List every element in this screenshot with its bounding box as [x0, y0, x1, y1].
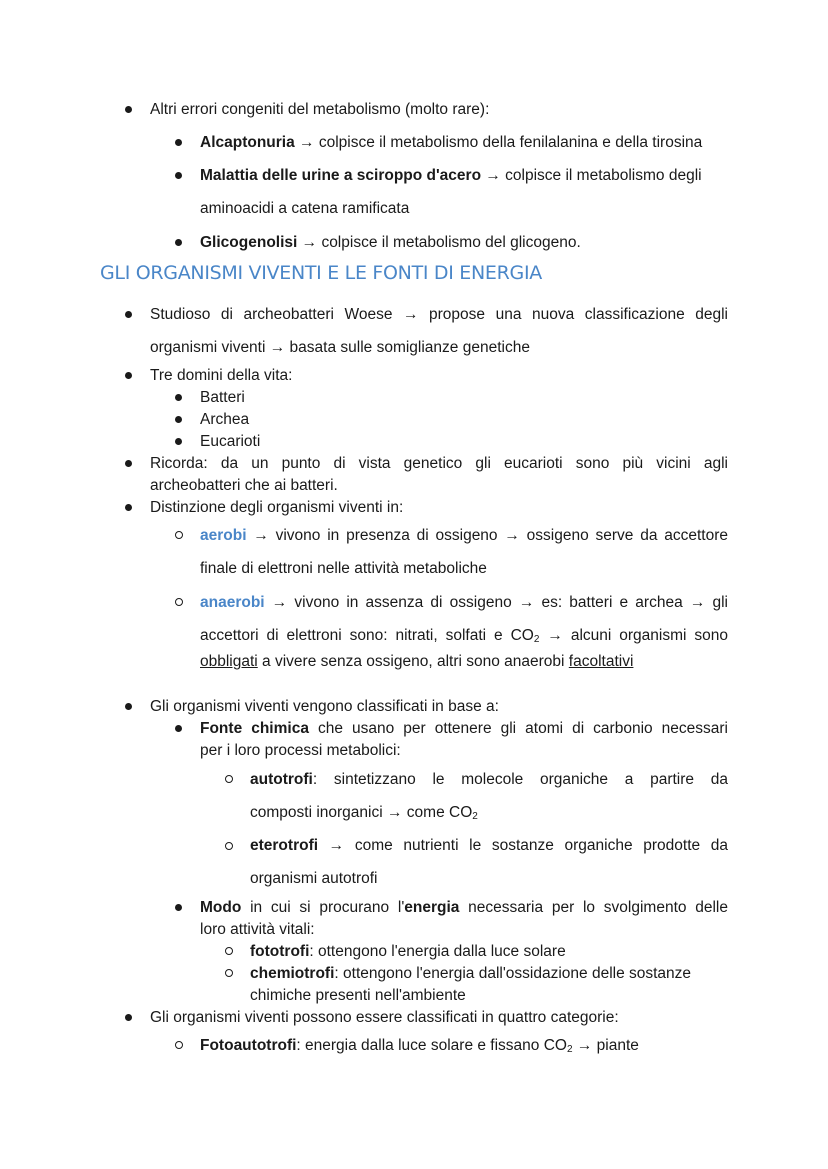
circle-bullet: [175, 598, 183, 606]
autotrofi-desc: : sintetizzano le molecole organiche a partire da: [312, 771, 728, 788]
aerobi-line-2: finale di elettroni nelle attività metaboliche: [200, 560, 487, 577]
chemiotrofi-line-2: chimiche presenti nell'ambiente: [250, 987, 466, 1004]
distinzione-title: Distinzione degli organismi viventi in:: [150, 499, 404, 516]
bullet: [125, 460, 132, 467]
obbligati: obbligati: [200, 653, 258, 670]
fonte-desc: che usano per ottenere gli atomi di carbonio necessari: [308, 720, 729, 737]
circle-bullet: [225, 775, 233, 783]
text: : energia dalla luce solare e fissano CO: [296, 1037, 567, 1054]
aerobi-desc: → vivono in presenza di ossigeno → ossigeno serve da accettore: [246, 527, 728, 544]
bullet: [125, 1014, 132, 1021]
desc: → colpisce il metabolismo della fenilalanina e della tirosina: [294, 134, 703, 151]
circle-bullet: [175, 1041, 183, 1049]
text: a vivere senza ossigeno, altri sono anaerobi: [257, 653, 569, 670]
bullet: [125, 106, 132, 113]
fototrofi-term: fototrofi: [250, 943, 310, 960]
domini-title: Tre domini della vita:: [150, 367, 293, 384]
chemiotrofi-line-1: [250, 963, 691, 985]
fonte-line-1: [200, 718, 728, 740]
term: Alcaptonuria: [200, 134, 295, 151]
quattro-categorie: Gli organismi viventi possono essere classificati in quattro categorie:: [150, 1009, 619, 1026]
eterotrofi-term: eterotrofi: [250, 837, 319, 854]
anaerobi-line-2: [200, 625, 728, 651]
circle-bullet: [225, 842, 233, 850]
fototrofi-desc: : ottengono l'energia dalla luce solare: [309, 943, 566, 960]
text: → alcuni organismi sono: [539, 627, 729, 644]
bullet: [125, 504, 132, 511]
eterotrofi-line-2: organismi autotrofi: [250, 870, 378, 887]
text: composti inorganici → come CO: [250, 804, 473, 821]
section1-intro: Altri errori congeniti del metabolismo (molto rare):: [150, 101, 490, 118]
fotoautotrofi-line: [200, 1035, 639, 1061]
bullet: [175, 416, 182, 423]
text: necessaria per lo svolgimento delle: [459, 899, 728, 916]
aerobi-term: aerobi: [200, 527, 247, 544]
domini-item: Eucarioti: [200, 433, 261, 450]
desc: → colpisce il metabolismo del glicogeno.: [297, 234, 581, 251]
energia-term: energia: [404, 899, 460, 916]
modo-line-1: [200, 897, 728, 919]
domini-item: Archea: [200, 411, 250, 428]
woese-line-2: organismi viventi → basata sulle somiglianze genetiche: [150, 339, 530, 356]
circle-bullet: [225, 969, 233, 977]
autotrofi-term: autotrofi: [250, 771, 313, 788]
eterotrofi-desc: → come nutrienti le sostanze organiche prodotte da: [318, 837, 728, 854]
subscript: 2: [533, 634, 540, 645]
chemiotrofi-desc: : ottengono l'energia dall'ossidazione delle sostanze: [334, 965, 692, 982]
fotoautotrofi-term: Fotoautotrofi: [200, 1037, 297, 1054]
term: Malattia delle urine a sciroppo d'acero: [200, 167, 482, 184]
item-alcaptonuria: [200, 132, 702, 154]
anaerobi-line-3: [200, 651, 633, 673]
subscript: 2: [566, 1044, 573, 1055]
anaerobi-line-1: [200, 592, 728, 614]
modo-term: Modo: [200, 899, 242, 916]
anaerobi-term: anaerobi: [200, 594, 265, 611]
item-glicogenolisi: [200, 232, 581, 254]
woese-line-1: Studioso di archeobatteri Woese → propose una nuova classificazione degli: [150, 306, 728, 323]
subscript: 2: [472, 811, 478, 822]
modo-line-2: loro attività vitali:: [200, 921, 315, 938]
desc: → colpisce il metabolismo degli: [481, 167, 702, 184]
bullet: [175, 438, 182, 445]
circle-bullet: [175, 531, 183, 539]
bullet: [175, 725, 182, 732]
text: → piante: [572, 1037, 639, 1054]
anaerobi-desc: → vivono in assenza di ossigeno → es: batteri e archea → gli: [264, 594, 728, 611]
bullet: [175, 239, 182, 246]
item-sciroppo-cont: aminoacidi a catena ramificata: [200, 200, 410, 217]
bullet: [175, 904, 182, 911]
bullet: [175, 394, 182, 401]
facoltativi: facoltativi: [568, 653, 634, 670]
bullet: [125, 311, 132, 318]
ricorda-line-1: Ricorda: da un punto di vista genetico gli eucarioti sono più vicini agli: [150, 455, 728, 472]
bullet: [125, 703, 132, 710]
text: accettori di elettroni sono: nitrati, solfati e CO: [200, 627, 534, 644]
eterotrofi-line-1: [250, 835, 728, 857]
circle-bullet: [225, 947, 233, 955]
ricorda-line-2: archeobatteri che ai batteri.: [150, 477, 338, 494]
text: in cui si procurano l': [241, 899, 405, 916]
autotrofi-line-2: [250, 802, 478, 828]
item-sciroppo: [200, 165, 702, 187]
bullet: [125, 372, 132, 379]
aerobi-line-1: [200, 525, 728, 547]
bullet: [175, 172, 182, 179]
fonte-line-2: per i loro processi metabolici:: [200, 742, 401, 759]
section-heading: GLI ORGANISMI VIVENTI E LE FONTI DI ENERGIA: [100, 262, 542, 284]
term: Glicogenolisi: [200, 234, 298, 251]
section3-intro: Gli organismi viventi vengono classificati in base a:: [150, 698, 499, 715]
bullet: [175, 139, 182, 146]
domini-item: Batteri: [200, 389, 245, 406]
autotrofi-line-1: [250, 769, 728, 791]
fototrofi-line: [250, 941, 566, 963]
chemiotrofi-term: chemiotrofi: [250, 965, 335, 982]
fonte-term: Fonte chimica: [200, 720, 309, 737]
